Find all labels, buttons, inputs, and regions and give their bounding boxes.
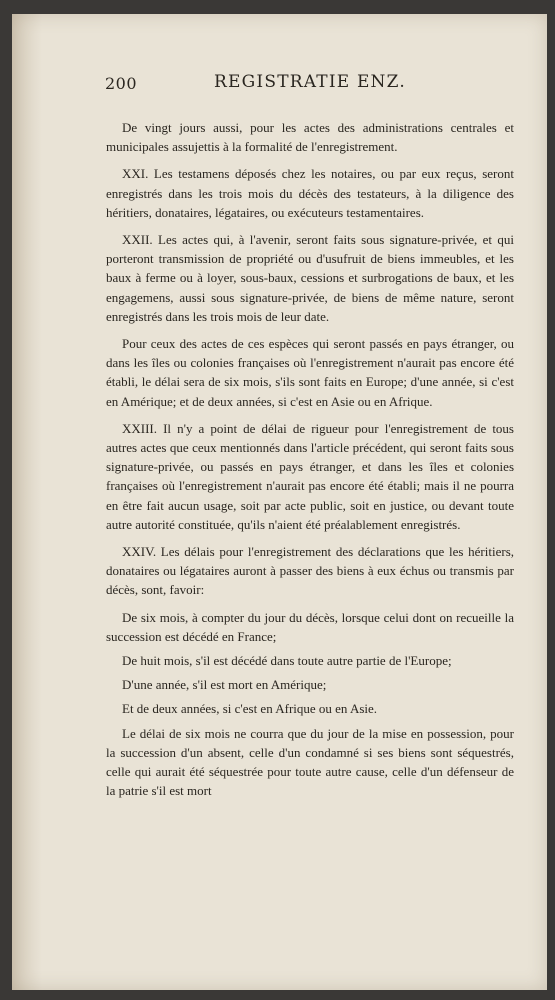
article-xxiv: XXIV. Les délais pour l'enregistrement des déclarations que les héritiers, donataires ou légataires auront à passer des biens à eux échus ou transmis par décès, sont, favoir: xyxy=(106,544,514,598)
article-xxi: XXI. Les testamens déposés chez les notaires, ou par eux reçus, seront enregistrés dans les trois mois du décès des testateurs, à la diligence des héritiers, donataires, légataires, ou exécuteurs testamentaires. xyxy=(106,166,514,220)
paragraph: De six mois, à compter du jour du décès, lorsque celui dont on recueille la succession est décédé en France; xyxy=(106,609,514,644)
paragraph: De vingt jours aussi, pour les actes des administrations centrales et municipales assujettis à la formalité de l'enregistrement. xyxy=(106,120,514,155)
body-text xyxy=(106,118,514,809)
article-xxii: XXII. Les actes qui, à l'avenir, seront faits sous signature-privée, et qui porteront transmission de propriété ou d'usufruit de biens immeubles, et les baux à ferme ou à loyer, sous-baux, cessions et surbrogations de baux, et les engagemens, aussi sous signature-privée, de biens de même nature, seront enregistrés dans les trois mois de leur date. xyxy=(106,232,514,324)
paragraph: Et de deux années, si c'est en Afrique ou en Asie. xyxy=(122,701,378,717)
paragraph: De huit mois, s'il est décédé dans toute autre partie de l'Europe; xyxy=(122,653,452,669)
paragraph: Le délai de six mois ne courra que du jour de la mise en possession, pour la succession d'un absent, celle d'un condamné si ses biens sont séquestrés, celle qui aurait été séquestrée pour toute autre cause, celle d'un défenseur de la patrie s'il est mort xyxy=(106,725,514,799)
page-header xyxy=(105,72,515,102)
running-head: REGISTRATIE ENZ. xyxy=(214,72,406,92)
page-gutter-shadow xyxy=(12,14,42,990)
page-number: 200 xyxy=(105,74,138,93)
paragraph: Pour ceux des actes de ces espèces qui seront passés en pays étranger, ou dans les îles ou colonies françaises où l'enregistrement n'aurait pas encore été établi, le délai sera de six mois, s'ils sont faits en Europe; d'une année, si c'est en Amérique; et de deux années, si c'est en Asie ou en Afrique. xyxy=(106,336,514,409)
article-xxiii: XXIII. Il n'y a point de délai de rigueur pour l'enregistrement de tous autres actes que ceux mentionnés dans l'article précédent, qui seront faits sous signature-privée, ou passés en pays étranger, et dans les îles et colonies françaises où l'enregistrement n'aurait pas encore été établi; mais il ne pourra en être fait aucun usage, soit par acte public, soit en justice, ou devant toute autre autorité constituée, qu'ils n'aient été préalablement enregistrés. xyxy=(106,420,514,532)
paragraph: D'une année, s'il est mort en Amérique; xyxy=(122,677,327,693)
